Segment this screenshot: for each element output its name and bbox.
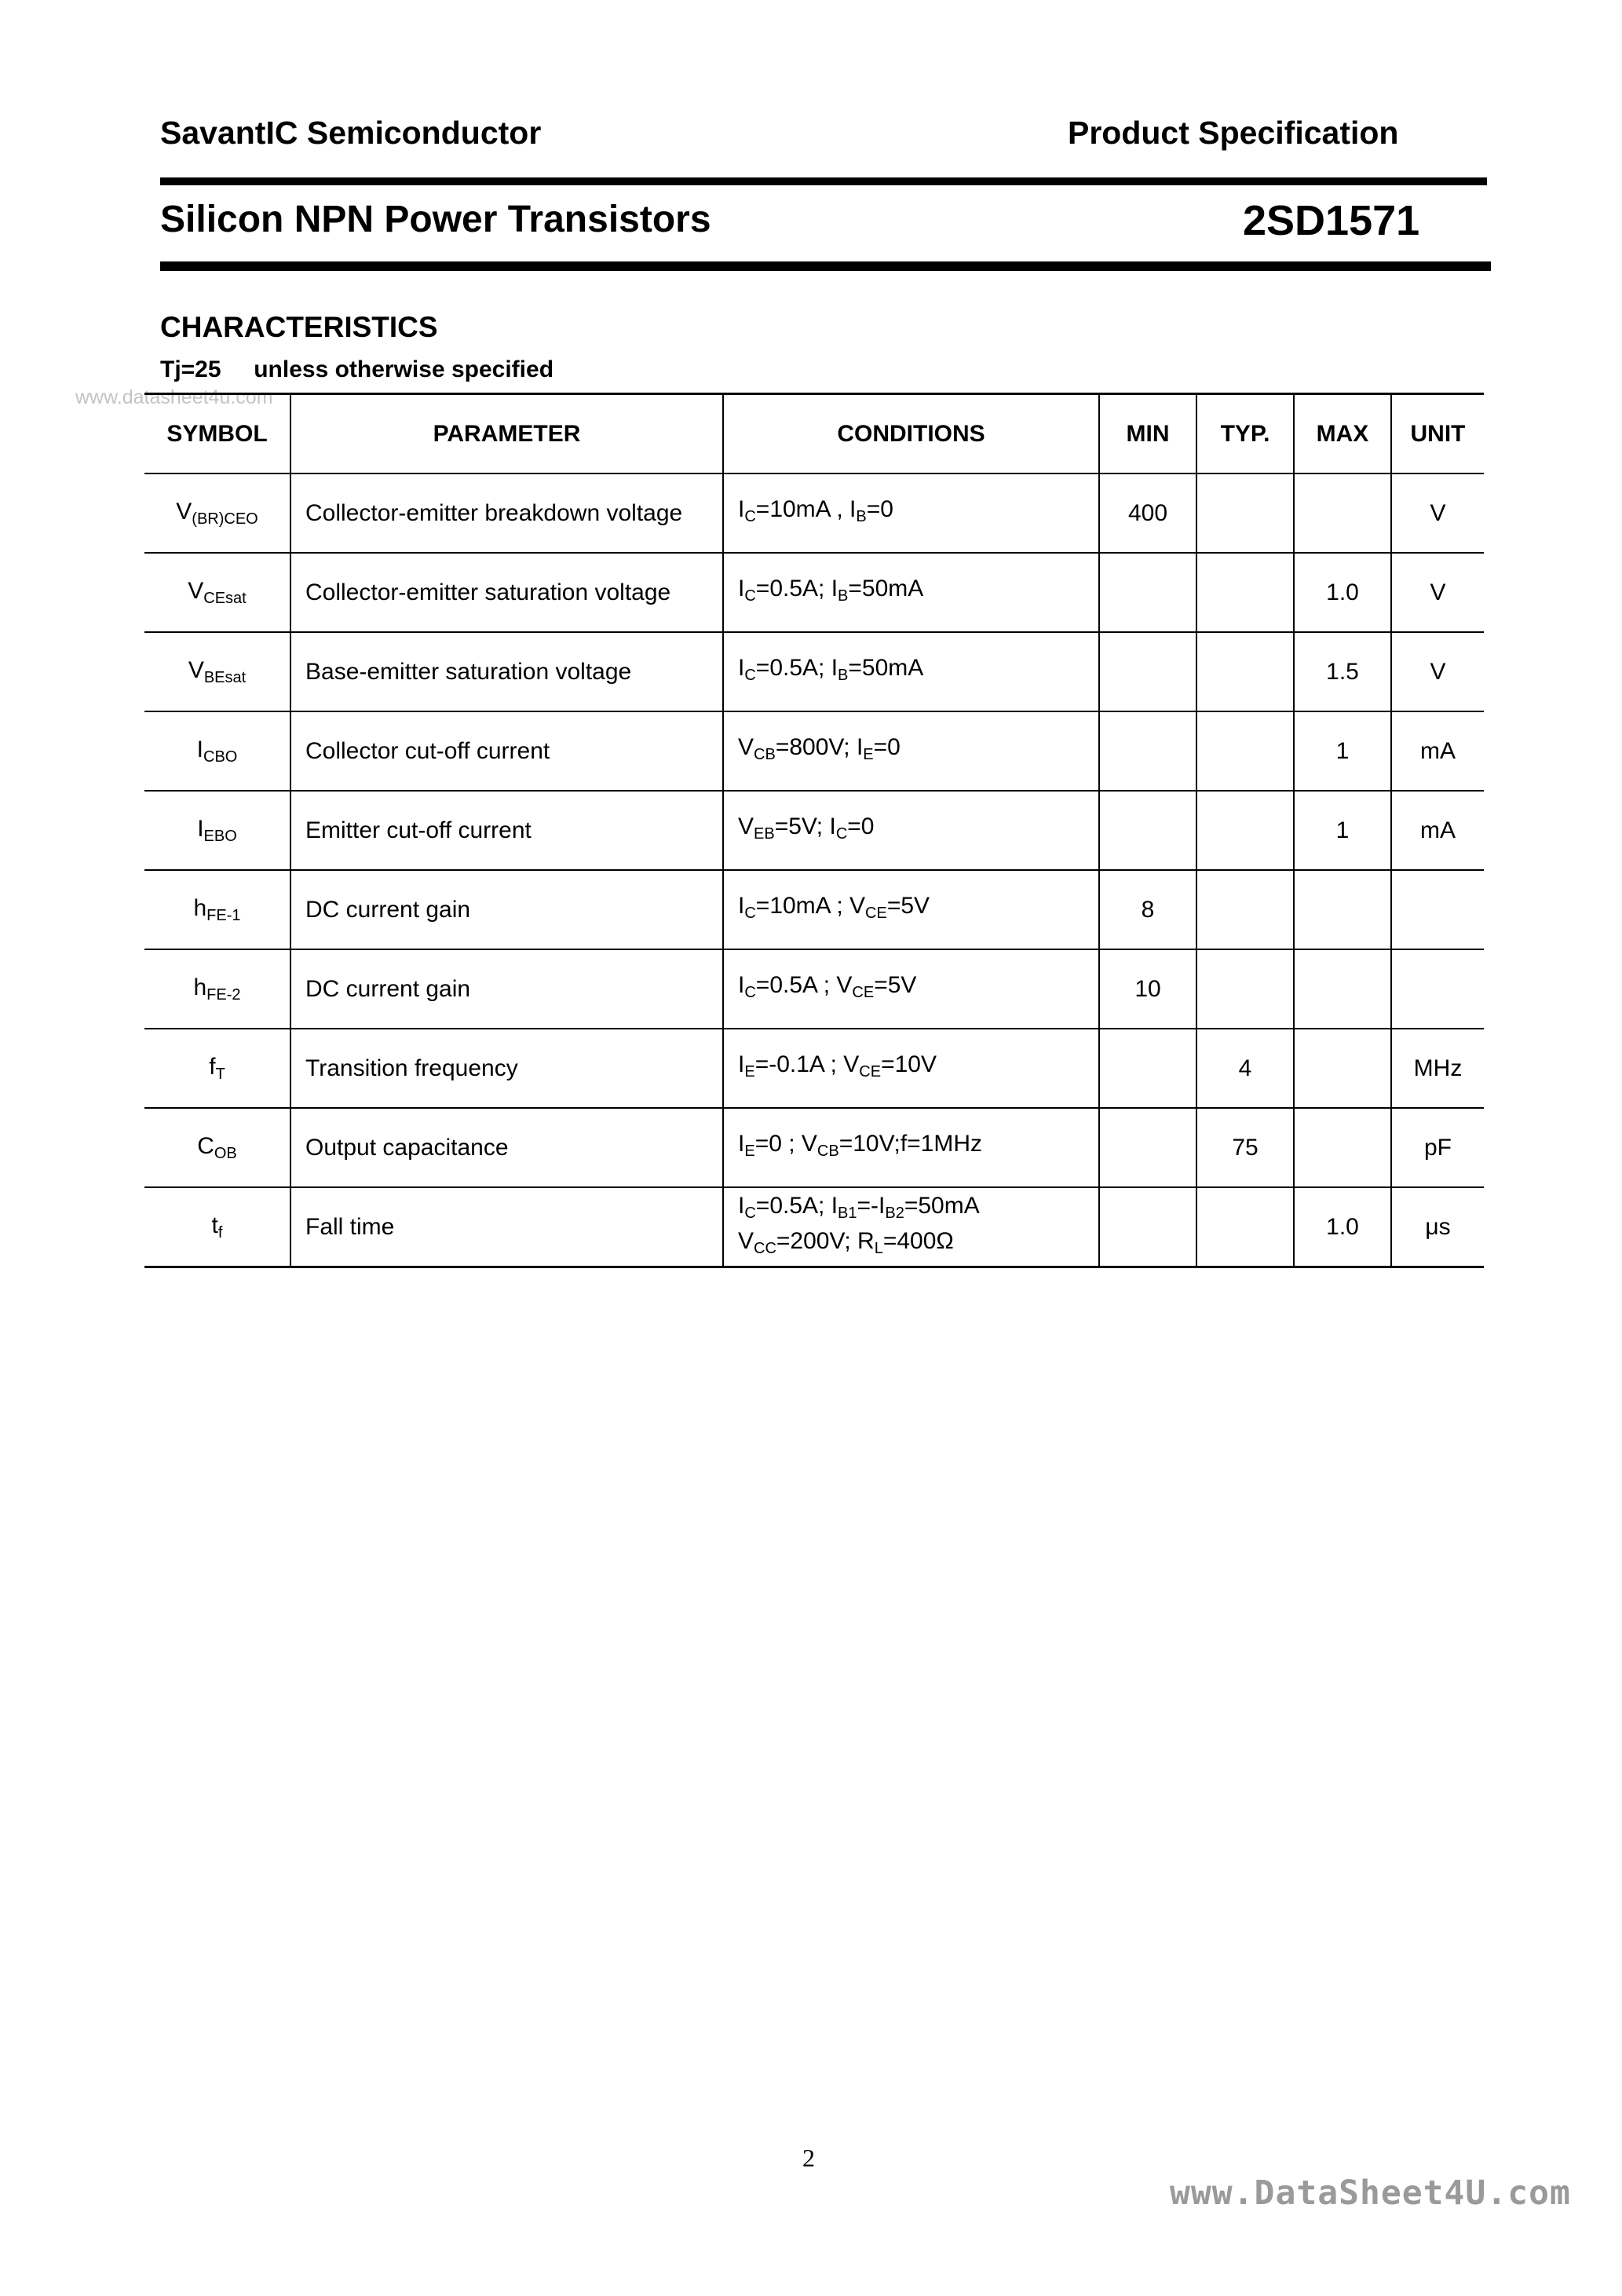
conditions-note: Tj=25 unless otherwise specified <box>160 356 554 382</box>
conditions-cell <box>723 791 1099 870</box>
symbol-subscript: CEsat <box>203 589 247 607</box>
table-row <box>144 1029 1484 1108</box>
symbol-subscript: T <box>215 1065 225 1083</box>
condition-text: =0.5A ; V <box>755 972 853 998</box>
min-cell <box>1099 1108 1196 1187</box>
symbol-subscript: BEsat <box>203 668 247 686</box>
conditions-line <box>738 575 1098 610</box>
conditions-line <box>738 813 1098 848</box>
symbol-main: I <box>196 736 203 762</box>
condition-text: =0 <box>873 734 901 760</box>
table-row <box>144 553 1484 632</box>
condition-text: =0 ; V <box>754 1131 817 1157</box>
conditions-cell <box>723 711 1099 791</box>
header-rule-bottom <box>160 261 1491 271</box>
max-cell <box>1294 949 1391 1029</box>
condition-text: =10V;f=1MHz <box>838 1131 983 1157</box>
conditions-line <box>738 1130 1098 1165</box>
typ-cell <box>1196 473 1294 553</box>
symbol-subscript: EBO <box>203 827 237 845</box>
conditions-line <box>738 1051 1098 1086</box>
unit-cell: V <box>1391 632 1484 711</box>
table-row <box>144 632 1484 711</box>
document-type: Product Specification <box>1068 115 1399 151</box>
condition-text: V <box>738 734 754 760</box>
condition-text: =800V; I <box>775 734 864 760</box>
header-rule-top <box>160 177 1487 185</box>
min-cell <box>1099 632 1196 711</box>
condition-subscript: C <box>744 587 756 605</box>
typ-cell <box>1196 949 1294 1029</box>
unit-cell: mA <box>1391 791 1484 870</box>
condition-text: =50mA <box>848 576 924 601</box>
table-row <box>144 1108 1484 1187</box>
condition-text: =0.5A; I <box>755 1192 838 1219</box>
condition-subscript: EB <box>754 825 775 843</box>
condition-text: =5V; I <box>774 813 836 839</box>
max-cell: 1 <box>1294 791 1391 870</box>
min-cell <box>1099 711 1196 791</box>
condition-subscript: E <box>863 746 874 763</box>
company-name: SavantIC Semiconductor <box>160 115 542 151</box>
condition-text: I <box>738 496 745 522</box>
condition-subscript: CE <box>859 1063 882 1080</box>
symbol-subscript: OB <box>214 1144 237 1162</box>
max-cell <box>1294 870 1391 949</box>
symbol-main: h <box>193 894 207 921</box>
unit-cell: V <box>1391 553 1484 632</box>
condition-text: =50mA <box>904 1192 980 1219</box>
condition-text: =-0.1A ; V <box>754 1051 860 1077</box>
table-header-row <box>144 394 1484 474</box>
condition-text: I <box>738 1192 745 1219</box>
parameter-cell: Emitter cut-off current <box>290 791 723 870</box>
min-cell <box>1099 553 1196 632</box>
table-row <box>144 870 1484 949</box>
symbol-main: V <box>176 498 192 525</box>
condition-subscript: B <box>838 667 849 684</box>
table-row <box>144 473 1484 553</box>
symbol-subscript: FE-2 <box>206 985 241 1004</box>
header-max: MAX <box>1294 394 1391 474</box>
watermark-bottom: www.DataSheet4U.com <box>1170 2174 1571 2213</box>
parameter-cell: Collector-emitter saturation voltage <box>290 553 723 632</box>
condition-subscript: C <box>744 667 756 684</box>
conditions-line <box>738 495 1098 531</box>
unit-cell: μs <box>1391 1187 1484 1267</box>
unit-cell: pF <box>1391 1108 1484 1187</box>
header-min: MIN <box>1099 394 1196 474</box>
max-cell <box>1294 1108 1391 1187</box>
condition-text: =10mA , I <box>755 496 857 522</box>
condition-subscript: CC <box>754 1239 776 1257</box>
min-cell: 400 <box>1099 473 1196 553</box>
symbol-subscript: FE-1 <box>206 906 241 924</box>
symbol-cell <box>144 711 290 791</box>
part-number: 2SD1571 <box>1243 197 1420 244</box>
symbol-main: t <box>211 1212 218 1238</box>
condition-subscript: B2 <box>885 1204 904 1222</box>
conditions-cell <box>723 1187 1099 1267</box>
condition-subscript: B <box>838 587 849 605</box>
unit-cell <box>1391 870 1484 949</box>
table-body <box>144 473 1484 1267</box>
unit-cell <box>1391 949 1484 1029</box>
header-typ: TYP. <box>1196 394 1294 474</box>
conditions-cell <box>723 949 1099 1029</box>
condition-subscript: CE <box>865 905 887 922</box>
symbol-main: f <box>209 1053 216 1080</box>
conditions-line <box>738 1227 1098 1263</box>
table-row <box>144 1187 1484 1267</box>
condition-text: I <box>738 972 745 998</box>
condition-subscript: L <box>874 1239 883 1257</box>
symbol-cell <box>144 1187 290 1267</box>
symbol-main: C <box>197 1132 214 1159</box>
condition-text: =0.5A; I <box>755 576 838 601</box>
min-cell <box>1099 1187 1196 1267</box>
parameter-cell: Transition frequency <box>290 1029 723 1108</box>
condition-text: =50mA <box>848 655 924 681</box>
conditions-cell <box>723 1108 1099 1187</box>
max-cell <box>1294 473 1391 553</box>
symbol-subscript: CBO <box>203 748 238 766</box>
typ-cell <box>1196 711 1294 791</box>
condition-subscript: CB <box>816 1143 839 1160</box>
max-cell: 1 <box>1294 711 1391 791</box>
symbol-main: V <box>188 577 204 604</box>
symbol-cell <box>144 632 290 711</box>
parameter-cell: DC current gain <box>290 870 723 949</box>
condition-subscript: CE <box>852 984 875 1001</box>
condition-subscript: C <box>835 825 848 843</box>
condition-text: =0.5A; I <box>755 655 838 681</box>
parameter-cell: Fall time <box>290 1187 723 1267</box>
typ-cell: 75 <box>1196 1108 1294 1187</box>
min-cell <box>1099 791 1196 870</box>
symbol-cell <box>144 1108 290 1187</box>
symbol-main: I <box>197 815 204 842</box>
max-cell: 1.0 <box>1294 1187 1391 1267</box>
condition-subscript: C <box>744 984 756 1001</box>
condition-text: =0 <box>847 813 875 839</box>
condition-text: =10V <box>881 1051 937 1077</box>
symbol-cell <box>144 473 290 553</box>
condition-subscript: B <box>856 508 867 525</box>
condition-text: =0 <box>866 496 893 522</box>
conditions-line <box>738 892 1098 927</box>
symbol-cell <box>144 870 290 949</box>
condition-subscript: CB <box>754 746 776 763</box>
product-title: Silicon NPN Power Transistors <box>160 199 711 240</box>
condition-text: I <box>738 1051 745 1077</box>
condition-text: =10mA ; V <box>755 893 866 919</box>
symbol-cell <box>144 791 290 870</box>
max-cell <box>1294 1029 1391 1108</box>
parameter-cell: Base-emitter saturation voltage <box>290 632 723 711</box>
conditions-cell <box>723 553 1099 632</box>
conditions-line <box>738 971 1098 1007</box>
table-row <box>144 949 1484 1029</box>
unit-cell: V <box>1391 473 1484 553</box>
max-cell: 1.0 <box>1294 553 1391 632</box>
min-cell: 8 <box>1099 870 1196 949</box>
table-row <box>144 711 1484 791</box>
max-cell: 1.5 <box>1294 632 1391 711</box>
condition-text: V <box>738 1227 754 1254</box>
parameter-cell: Collector cut-off current <box>290 711 723 791</box>
condition-subscript: B1 <box>838 1204 857 1222</box>
condition-subscript: C <box>744 1204 756 1222</box>
table-row <box>144 791 1484 870</box>
condition-text: =400Ω <box>882 1227 954 1254</box>
section-title: CHARACTERISTICS <box>160 311 438 343</box>
condition-text: =5V <box>874 972 917 998</box>
symbol-main: V <box>188 656 204 683</box>
parameter-cell: Collector-emitter breakdown voltage <box>290 473 723 553</box>
symbol-main: h <box>193 974 207 1000</box>
condition-text: I <box>738 655 745 681</box>
conditions-line <box>738 1192 1098 1227</box>
condition-text: =200V; R <box>776 1227 875 1254</box>
conditions-cell <box>723 1029 1099 1108</box>
parameter-cell: Output capacitance <box>290 1108 723 1187</box>
conditions-line <box>738 733 1098 769</box>
condition-text: I <box>738 893 745 919</box>
unit-cell: MHz <box>1391 1029 1484 1108</box>
header-conditions: CONDITIONS <box>723 394 1099 474</box>
condition-subscript: C <box>744 905 756 922</box>
typ-cell <box>1196 553 1294 632</box>
typ-cell <box>1196 1187 1294 1267</box>
symbol-cell <box>144 949 290 1029</box>
page-number: 2 <box>802 2144 815 2172</box>
condition-subscript: E <box>744 1063 755 1080</box>
condition-text: =5V <box>886 893 930 919</box>
conditions-cell <box>723 870 1099 949</box>
parameter-cell: DC current gain <box>290 949 723 1029</box>
conditions-cell <box>723 632 1099 711</box>
typ-cell: 4 <box>1196 1029 1294 1108</box>
symbol-cell <box>144 1029 290 1108</box>
condition-subscript: E <box>744 1143 755 1160</box>
characteristics-table <box>144 393 1484 1268</box>
condition-text: =-I <box>857 1192 886 1219</box>
symbol-subscript: (BR)CEO <box>192 510 258 528</box>
condition-text: I <box>738 1131 745 1157</box>
unit-cell: mA <box>1391 711 1484 791</box>
conditions-cell <box>723 473 1099 553</box>
typ-cell <box>1196 870 1294 949</box>
min-cell <box>1099 1029 1196 1108</box>
min-cell: 10 <box>1099 949 1196 1029</box>
symbol-cell <box>144 553 290 632</box>
header-parameter: PARAMETER <box>290 394 723 474</box>
condition-subscript: C <box>744 508 756 525</box>
typ-cell <box>1196 791 1294 870</box>
condition-text: I <box>738 576 745 601</box>
watermark-top: www.datasheet4u.com <box>75 386 273 408</box>
header-symbol: SYMBOL <box>144 394 290 474</box>
conditions-line <box>738 654 1098 689</box>
condition-text: V <box>738 813 754 839</box>
typ-cell <box>1196 632 1294 711</box>
symbol-subscript: f <box>217 1223 223 1241</box>
header-unit: UNIT <box>1391 394 1484 474</box>
